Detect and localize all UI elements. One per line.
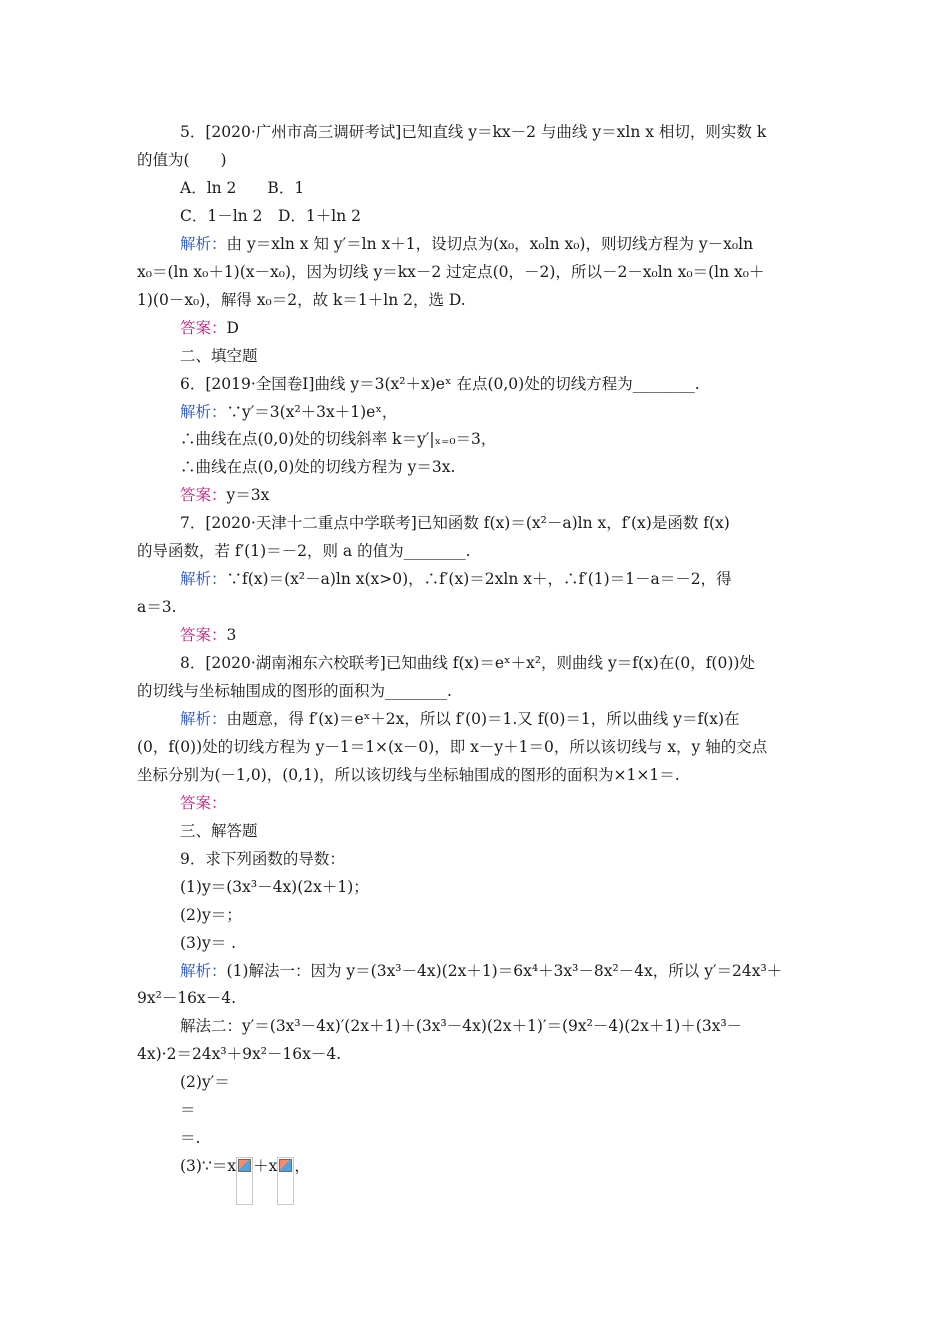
analysis-label: 解析： <box>180 961 227 980</box>
text-line <box>180 398 817 426</box>
text-segment: a＝3. <box>137 598 177 617</box>
text-segment: 8．[2020·湖南湘东六校联考]已知曲线 f(x)＝eˣ＋x²，则曲线 y＝f(x)在(0，f(0))处 <box>180 654 755 673</box>
text-segment: 4x)·2＝24x³＋9x²－16x－4. <box>137 1045 342 1064</box>
broken-image-icon <box>236 1157 253 1205</box>
text-line <box>180 845 817 873</box>
text-line <box>180 873 817 901</box>
analysis-label: 解析： <box>180 402 227 421</box>
text-line <box>180 370 817 398</box>
text-segment: x <box>227 1157 237 1176</box>
text-segment: 三、解答题 <box>180 821 258 840</box>
text-segment: A．ln 2 B．1 <box>180 178 305 197</box>
text-line <box>180 929 817 957</box>
text-segment: 的导函数，若 f′(1)＝－2，则 a 的值为________. <box>137 542 471 561</box>
text-line <box>137 593 817 621</box>
text-segment: C．1－ln 2 D．1＋ln 2 <box>180 206 361 225</box>
text-line <box>137 286 817 314</box>
text-line <box>137 677 817 705</box>
text-segment: 二、填空题 <box>180 346 258 365</box>
text-line <box>137 1040 817 1068</box>
text-segment: 9x²－16x－4. <box>137 989 237 1008</box>
text-segment: ∴曲线在点(0,0)处的切线斜率 k＝y′|ₓ₌₀＝3， <box>180 430 497 449</box>
text-line <box>180 230 817 258</box>
text-segment: (0，f(0))处的切线方程为 y－1＝1×(x－0)，即 x－y＋1＝0，所以该切线与 x，y 轴的交点 <box>137 737 768 756</box>
text-segment: (2)y＝； <box>180 905 242 924</box>
text-line <box>180 481 817 509</box>
text-segment: ＝. <box>180 1129 201 1148</box>
analysis-label: 解析： <box>180 709 227 728</box>
text-line <box>180 565 817 593</box>
text-line <box>180 425 817 453</box>
text-line <box>137 984 817 1012</box>
text-segment: 9．求下列函数的导数： <box>180 849 345 868</box>
text-segment: (3)y＝ . <box>180 933 237 952</box>
text-line <box>180 705 817 733</box>
text-line <box>180 1124 817 1152</box>
answer-label: 答案： <box>180 486 227 505</box>
text-segment: ＝ <box>180 1101 196 1120</box>
analysis-label: 解析： <box>180 234 227 253</box>
text-line <box>137 761 817 789</box>
text-line <box>180 509 817 537</box>
analysis-label: 解析： <box>180 570 227 589</box>
text-line <box>180 901 817 929</box>
text-line <box>180 649 817 677</box>
text-line <box>180 202 817 230</box>
broken-image-icon <box>277 1157 294 1205</box>
text-line <box>137 733 817 761</box>
text-line <box>137 258 817 286</box>
image-placeholder-icon <box>279 1159 292 1172</box>
text-line <box>180 453 817 481</box>
text-segment: (3)∵＝ <box>180 1157 228 1176</box>
text-segment: ＋ <box>253 1157 269 1176</box>
text-segment: 由题意，得 f′(x)＝eˣ＋2x，所以 f′(0)＝1.又 f(0)＝1，所以曲线 y＝f(x)在 <box>226 709 740 728</box>
text-line <box>180 1096 817 1124</box>
text-segment: ∵y′＝3(x²＋3x＋1)eˣ， <box>226 402 398 421</box>
text-line <box>180 789 817 817</box>
text-segment: y＝3x <box>226 486 270 505</box>
text-line <box>137 146 817 174</box>
text-line <box>180 817 817 845</box>
text-line <box>180 174 817 202</box>
text-line <box>180 314 817 342</box>
text-segment: ∴曲线在点(0,0)处的切线方程为 y＝3x. <box>180 458 456 477</box>
text-line <box>180 342 817 370</box>
text-line-with-images <box>180 1152 817 1208</box>
text-line <box>180 621 817 649</box>
text-segment: (2)y′＝ <box>180 1073 230 1092</box>
text-segment: 3 <box>226 626 237 645</box>
text-segment: D <box>226 318 239 337</box>
text-line <box>137 537 817 565</box>
answer-label: 答案： <box>180 793 227 812</box>
text-segment: 坐标分别为(－1,0)，(0,1)，所以该切线与坐标轴围成的图形的面积为×1×1＝. <box>137 765 680 784</box>
text-segment: x₀＝(ln x₀＋1)(x－x₀)，因为切线 y＝kx－2 过定点(0，－2)，所以－2－x₀ln x₀＝(ln x₀＋ <box>137 262 765 281</box>
text-segment: 7．[2020·天津十二重点中学联考]已知函数 f(x)＝(x²－a)ln x，f′(x)是函数 f(x) <box>180 514 730 533</box>
answer-label: 答案： <box>180 626 227 645</box>
text-line <box>180 1012 817 1040</box>
text-segment: (1)解法一：因为 y＝(3x³－4x)(2x＋1)＝6x⁴＋3x³－8x²－4x，所以 y′＝24x³＋ <box>226 961 783 980</box>
text-segment: 的值为( ) <box>137 150 227 169</box>
text-line <box>180 118 817 146</box>
text-segment: 由 y＝xln x 知 y′＝ln x＋1，设切点为(x₀，x₀ln x₀)，则切线方程为 y－x₀ln <box>226 234 754 253</box>
text-segment: (1)y＝(3x³－4x)(2x＋1)； <box>180 877 369 896</box>
answer-label: 答案： <box>180 318 227 337</box>
text-segment: ， <box>294 1157 310 1176</box>
text-line <box>180 1068 817 1096</box>
image-placeholder-icon <box>238 1159 251 1172</box>
text-segment: 解法二：y′＝(3x³－4x)′(2x＋1)＋(3x³－4x)(2x＋1)′＝(9x²－4)(2x＋1)＋(3x³－ <box>180 1017 743 1036</box>
text-segment: 6．[2019·全国卷Ⅰ]曲线 y＝3(x²＋x)eˣ 在点(0,0)处的切线方程为________. <box>180 374 700 393</box>
text-segment: x <box>268 1157 278 1176</box>
text-segment: ∵f(x)＝(x²－a)ln x(x>0)，∴f′(x)＝2xln x＋，∴f′(1)＝1－a＝－2，得 <box>226 570 732 589</box>
text-segment: 的切线与坐标轴围成的图形的面积为________. <box>137 682 452 700</box>
text-segment: 5．[2020·广州市高三调研考试]已知直线 y＝kx－2 与曲线 y＝xln x 相切，则实数 k <box>180 123 767 141</box>
text-line <box>180 957 817 985</box>
text-segment: 1)(0－x₀)，解得 x₀＝2，故 k＝1＋ln 2，选 D. <box>137 290 466 309</box>
